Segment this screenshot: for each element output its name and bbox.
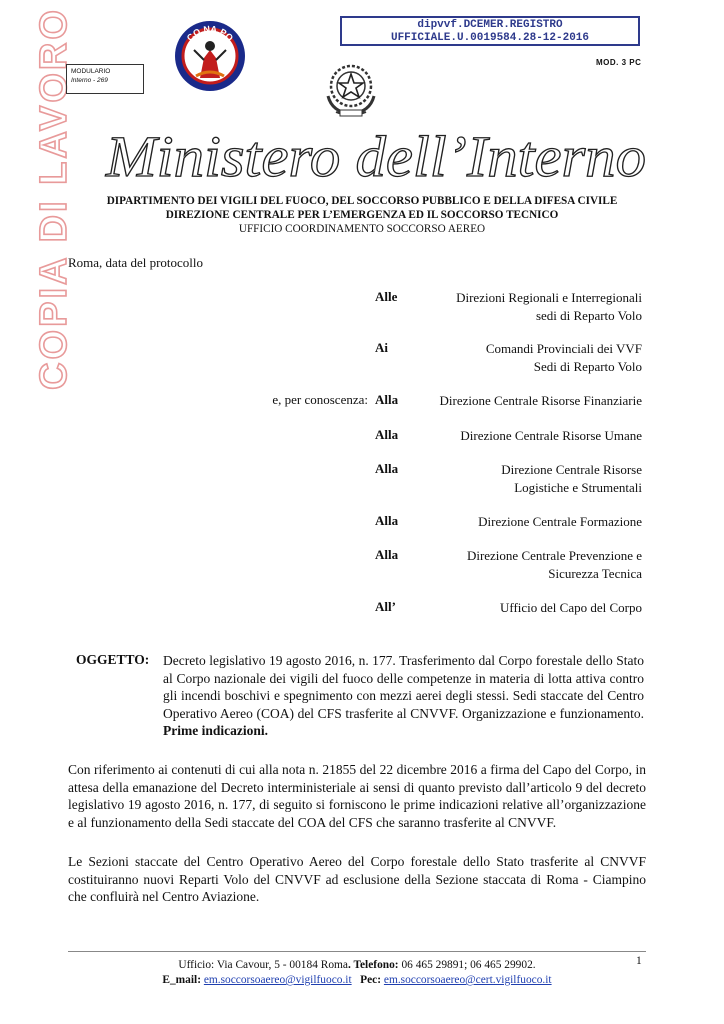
footer-line-2 <box>68 973 646 988</box>
footer-pec-link[interactable]: em.soccorsoaereo@cert.vigilfuoco.it <box>383 974 552 986</box>
body-paragraph-1: Con riferimento ai contenuti di cui alla nota n. 21855 del 22 dicembre 2016 a firma del Capo del Corpo, in attesa della emanazione del Decreto interministeriale ai sensi di quanto previsto dall’articolo 9 del decreto legislativo 19 agosto 2016, n. 177, di seguito si forniscono le prime indicazioni relative all’organizzazione e al funzionamento della Sedi staccate del COA del CFS che saranno trasferite al CNVVF. <box>68 762 646 830</box>
recipient-label: Alla <box>375 513 399 528</box>
recipient-label: Alla <box>375 427 399 442</box>
recipient-label: Alla <box>375 461 399 476</box>
recipient-text <box>410 340 642 375</box>
recipient-text <box>410 461 642 496</box>
recipient-line: sedi di Reparto Volo <box>535 307 642 323</box>
place-date: Roma, data del protocollo <box>68 255 204 270</box>
department-block <box>60 194 664 236</box>
footer-pec-label: Pec: <box>360 974 382 986</box>
modulario-code: Interno - 269 <box>71 77 108 84</box>
recipient-line: Sedi di Reparto Volo <box>533 358 642 374</box>
protocol-line-1: dipvvf.DCEMER.REGISTRO <box>417 19 563 31</box>
subject-bold: Prime indicazioni. <box>163 723 268 739</box>
recipient-line: Comandi Provinciali dei VVF <box>485 341 642 356</box>
page-number: 1 <box>636 955 642 967</box>
recipient-line: Direzione Centrale Formazione <box>478 514 642 529</box>
footer-email-link[interactable]: em.soccorsoaereo@vigilfuoco.it <box>203 974 352 986</box>
recipient-text <box>410 427 642 445</box>
recipient-label: Alla <box>375 547 399 562</box>
recipient-text <box>410 599 642 617</box>
recipient-text <box>410 289 642 324</box>
modulario-box <box>66 64 144 94</box>
recipient-text <box>400 392 642 410</box>
italian-republic-emblem-icon <box>318 56 384 122</box>
office-name: UFFICIO COORDINAMENTO SOCCORSO AEREO <box>238 223 486 235</box>
recipient-label: Alla <box>375 392 399 407</box>
footer-tel: 06 465 29891; 06 465 29902. <box>401 959 536 971</box>
recipient-line: Direzioni Regionali e Interregionali <box>456 290 642 305</box>
footer-divider <box>68 951 646 952</box>
subject-body: Decreto legislativo 19 agosto 2016, n. 177. Trasferimento dal Corpo forestale dello Stato al Corpo nazionale dei vigili del fuoco delle competenze in materia di lotta attiva contro gli incendi boschivi e spegnimento con mezzi aerei degli stessi. Sedi staccate del Centro Operativo Aereo (COA) del CFS trasferite al CNVVF. Organizzazione e funzionamento. <box>163 653 644 721</box>
protocol-line-2: UFFICIALE.U.0019584.28-12-2016 <box>390 32 590 44</box>
recipient-label: Alle <box>375 289 398 304</box>
recipient-line: Direzione Centrale Prevenzione e <box>466 548 642 563</box>
recipient-line: Direzione Centrale Risorse Umane <box>460 428 642 443</box>
per-conoscenza-label: e, per conoscenza: <box>272 392 368 407</box>
footer <box>68 958 646 988</box>
recipient-line: Logistiche e Strumentali <box>514 479 642 495</box>
subject-text <box>163 652 644 740</box>
recipient-label: Ai <box>375 340 388 355</box>
recipient-text <box>410 547 642 582</box>
footer-address: Ufficio: Via Cavour, 5 - 00184 Roma <box>178 959 348 971</box>
footer-line-1: Ufficio: Via Cavour, 5 - 00184 Roma. Telefono: 06 465 29891; 06 465 29902. <box>178 959 536 971</box>
ministry-title: Ministero dell’Interno <box>104 124 647 189</box>
directorate-name: DIREZIONE CENTRALE PER L’EMERGENZA ED IL SOCCORSO TECNICO <box>165 209 559 221</box>
body-paragraph-2: Le Sezioni staccate del Centro Operativo Aereo del Corpo forestale dello Stato trasferite al CNVVF costituiranno nuovi Reparti Volo del CNVVF ad esclusione della Sezione staccata di Roma - Ciampino che confluirà nel Centro Aviazione. <box>68 854 646 905</box>
department-name: DIPARTIMENTO DEI VIGILI DEL FUOCO, DEL SOCCORSO PUBBLICO E DELLA DIFESA CIVILE <box>106 195 618 207</box>
recipient-line: Sicurezza Tecnica <box>548 565 642 581</box>
recipient-line: Direzione Centrale Risorse Finanziarie <box>439 393 642 408</box>
recipient-label: All’ <box>375 599 396 614</box>
footer-email-label: E_mail: <box>162 974 201 986</box>
watermark-text: COPIA DI LAVORO <box>32 6 75 390</box>
footer-tel-label: Telefono: <box>353 959 399 971</box>
ministry-letterhead <box>96 114 656 194</box>
logo-text: CO.NA.PO <box>184 23 236 43</box>
firefighter-union-logo-icon <box>174 20 246 92</box>
recipient-text <box>410 513 642 531</box>
modulario-title: MODULARIO <box>71 68 111 75</box>
subject-label: OGGETTO: <box>76 652 150 667</box>
protocol-stamp <box>340 16 640 46</box>
recipient-line: Ufficio del Capo del Corpo <box>499 600 642 615</box>
recipient-line: Direzione Centrale Risorse <box>501 462 642 477</box>
form-code: MOD. 3 PC <box>596 58 642 67</box>
